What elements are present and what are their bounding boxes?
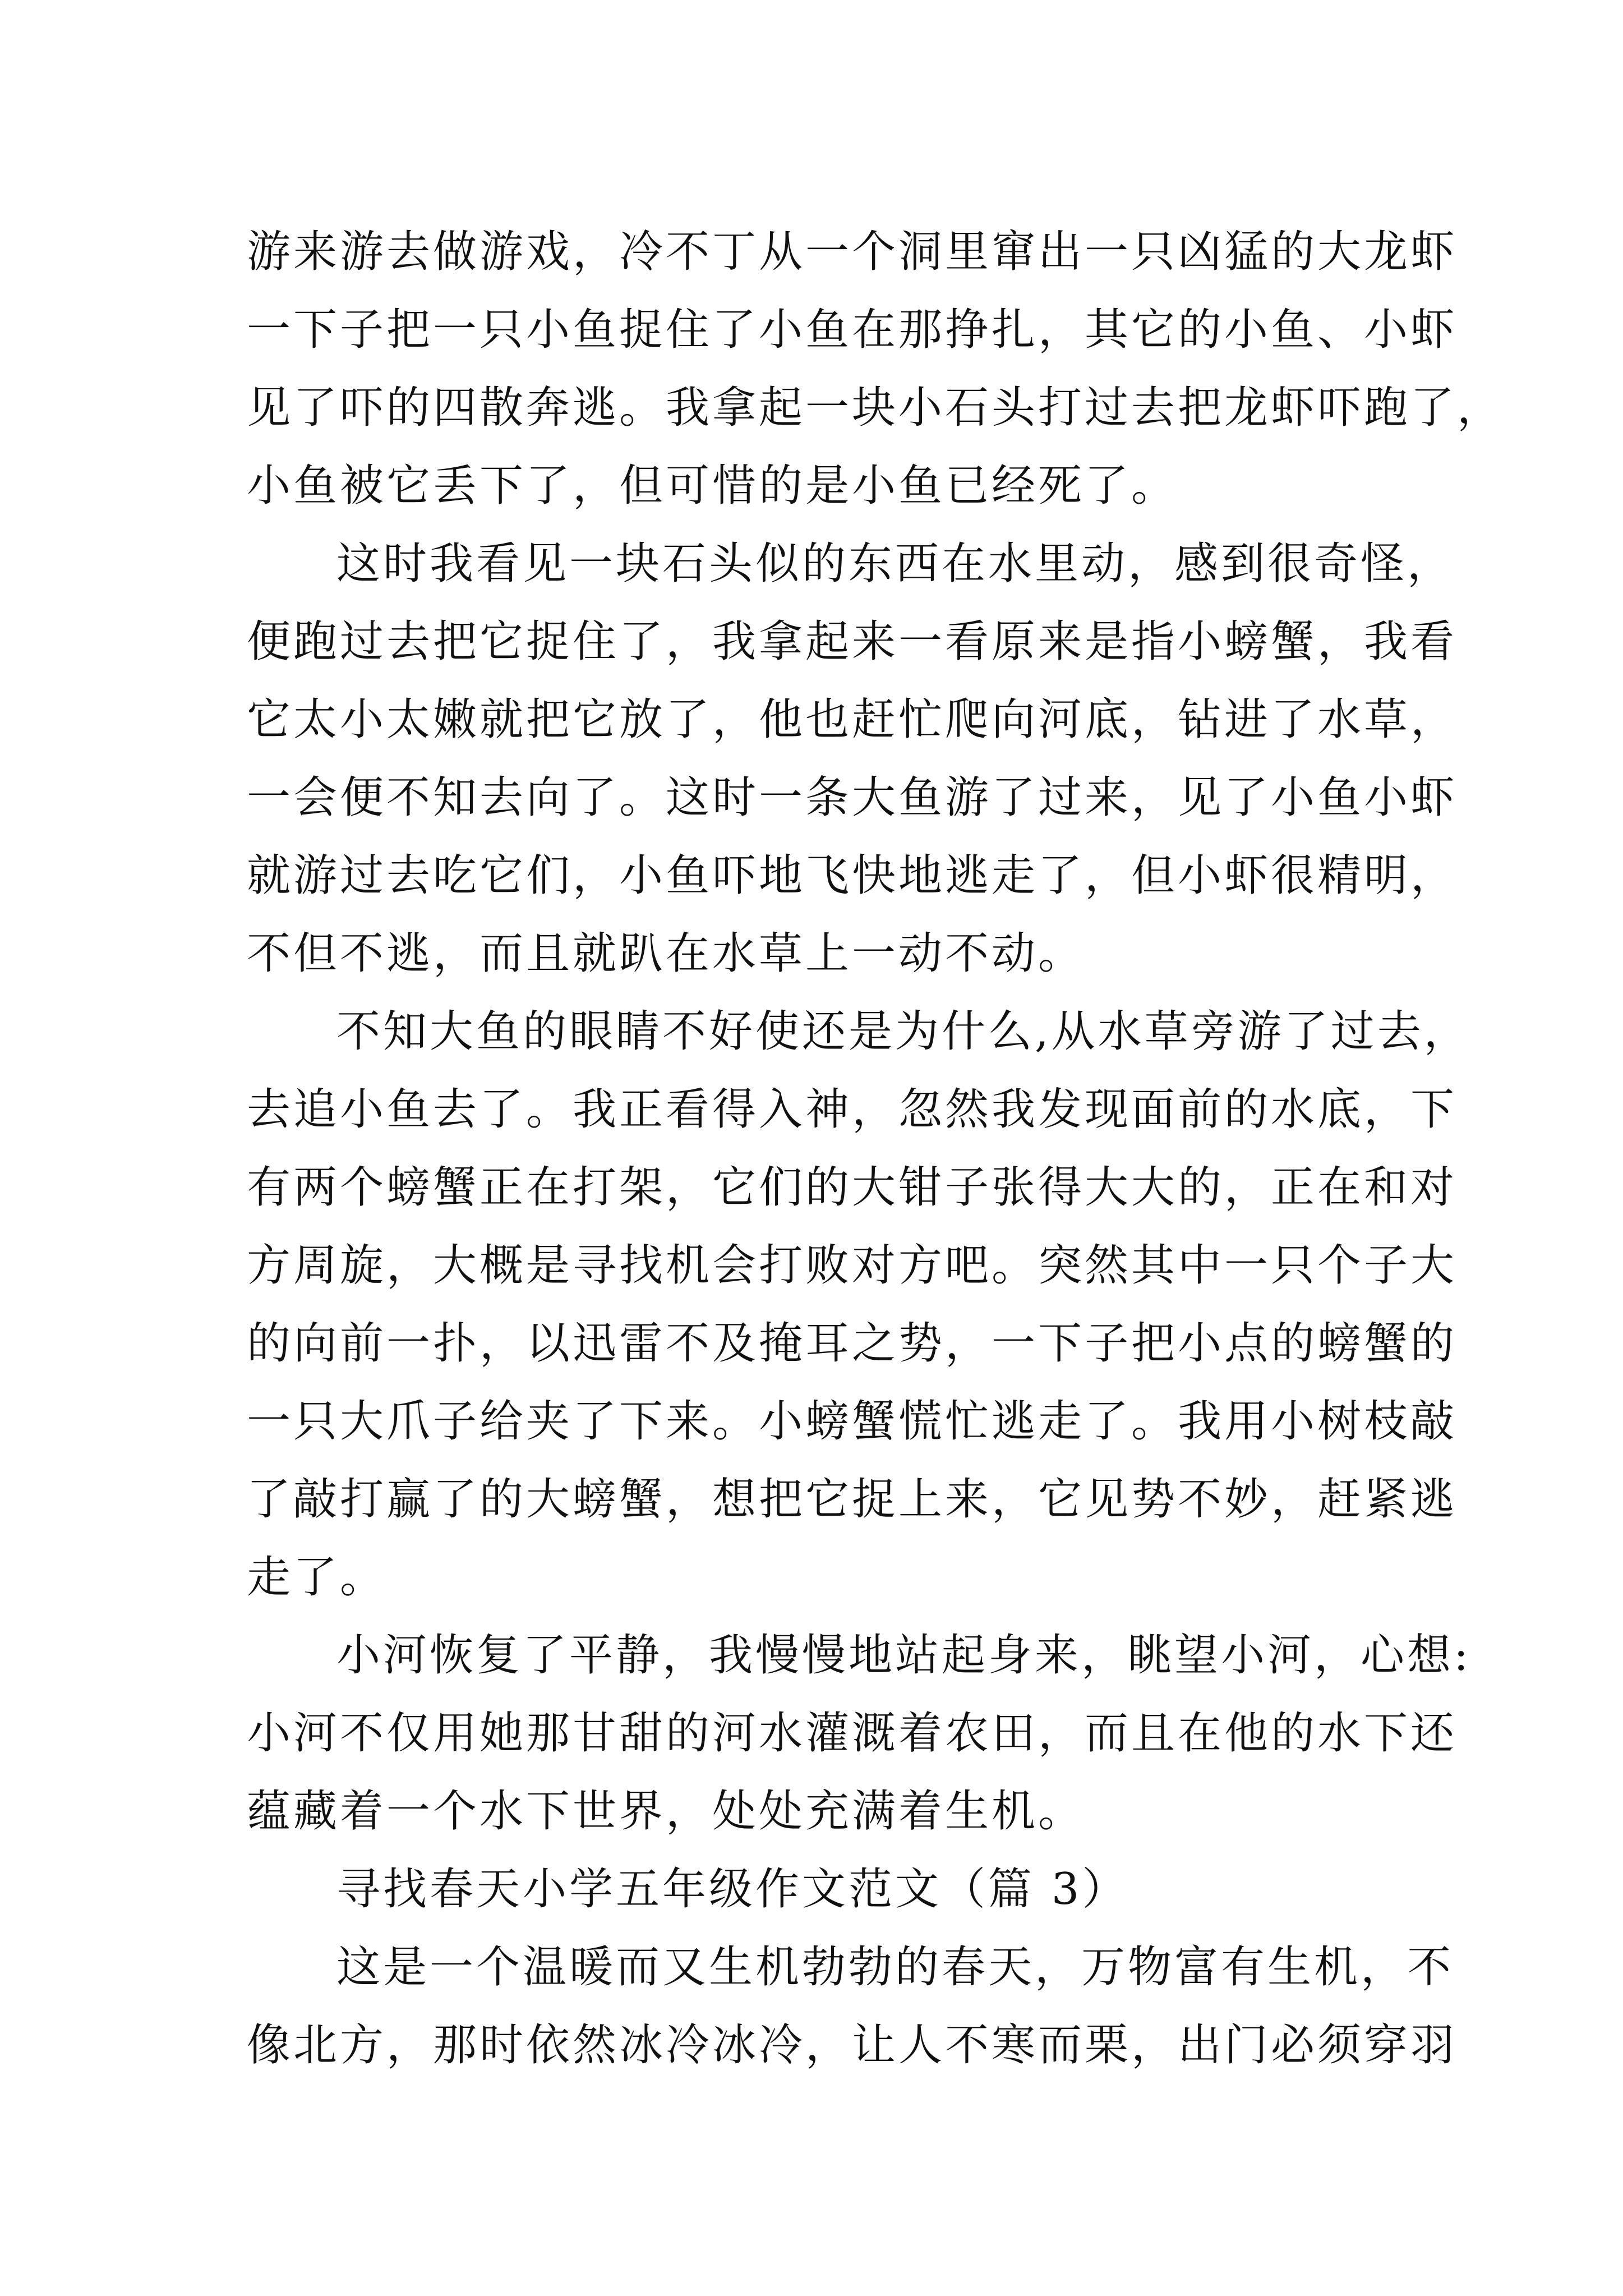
- text-line: 走了。: [247, 1552, 387, 1603]
- text-line: 小河恢复了平静，我慢慢地站起身来，眺望小河，心想:: [336, 1630, 1472, 1681]
- text-line: 一会便不知去向了。这时一条大鱼游了过来，见了小鱼小虾: [247, 772, 1458, 823]
- text-line: 不知大鱼的眼睛不好使还是为什么,从水草旁游了过去，: [336, 1006, 1470, 1057]
- text-line: 见了吓的四散奔逃。我拿起一块小石头打过去把龙虾吓跑了，: [247, 383, 1504, 433]
- text-line: 它太小太嫩就把它放了，他也赶忙爬向河底，钻进了水草，: [247, 694, 1458, 745]
- text-line: 就游过去吃它们，小鱼吓地飞快地逃走了，但小虾很精明，: [247, 850, 1458, 901]
- text-line: 方周旋，大概是寻找机会打败对方吧。突然其中一只个子大: [247, 1240, 1458, 1291]
- text-line: 蕴藏着一个水下世界，处处充满着生机。: [247, 1786, 1085, 1837]
- text-line: 游来游去做游戏，冷不丁从一个洞里窜出一只凶猛的大龙虾: [247, 227, 1458, 277]
- text-line: 一下子把一只小鱼捉住了小鱼在那挣扎，其它的小鱼、小虾: [247, 305, 1458, 355]
- text-line: 不但不逃，而且就趴在水草上一动不动。: [247, 928, 1085, 979]
- text-line: 这时我看见一块石头似的东西在水里动，感到很奇怪，: [336, 539, 1454, 589]
- text-line: 一只大爪子给夹了下来。小螃蟹慌忙逃走了。我用小树枝敲: [247, 1396, 1458, 1447]
- essay-body: [247, 213, 1504, 2085]
- text-line: 去追小鱼去了。我正看得入神，忽然我发现面前的水底，下: [247, 1084, 1458, 1135]
- text-line: 小鱼被它丢下了，但可惜的是小鱼已经死了。: [247, 461, 1178, 511]
- text-line: 这是一个温暖而又生机勃勃的春天，万物富有生机，不: [336, 1942, 1454, 1993]
- text-line: 有两个螃蟹正在打架，它们的大钳子张得大大的，正在和对: [247, 1162, 1458, 1213]
- text-line: 小河不仅用她那甘甜的河水灌溉着农田，而且在他的水下还: [247, 1708, 1458, 1759]
- text-line: 了敲打赢了的大螃蟹，想把它捉上来，它见势不妙，赶紧逃: [247, 1474, 1458, 1525]
- text-line: 像北方，那时依然冰冷冰冷，让人不寒而栗，出门必须穿羽: [247, 2020, 1458, 2070]
- text-line: 的向前一扑，以迅雷不及掩耳之势，一下子把小点的螃蟹的: [247, 1318, 1458, 1369]
- text-line: 便跑过去把它捉住了，我拿起来一看原来是指小螃蟹，我看: [247, 616, 1458, 667]
- text-line: 寻找春天小学五年级作文范文（篇 3）: [336, 1864, 1129, 1915]
